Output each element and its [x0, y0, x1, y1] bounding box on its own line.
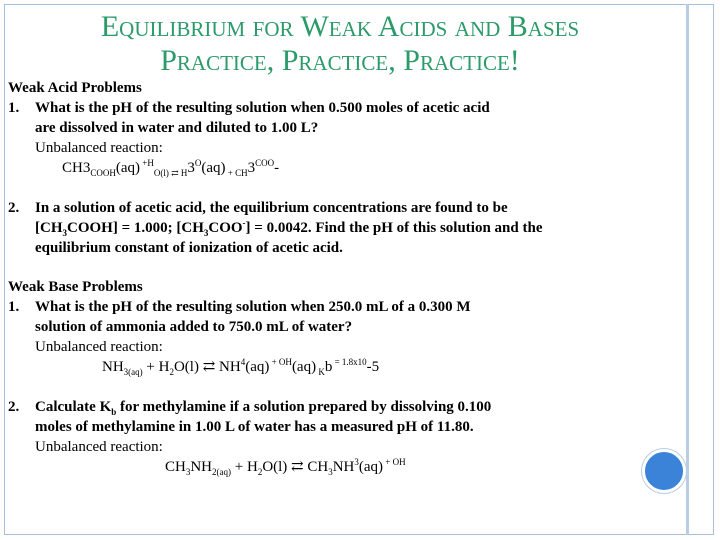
base-problem-1-line-2: solution of ammonia added to 750.0 mL of water? — [35, 319, 353, 335]
acid-problem-2-line-2: $[CH_3COOH] = 1.000$; $[CH_3COO^-] = 0.0042$. Find the pH of this solution and the — [35, 218, 543, 238]
acid-problem-2-line-3: equilibrium constant of ionization of acetic acid. — [35, 240, 343, 256]
decorative-blue-dot — [642, 449, 686, 493]
base-problem-2-number: 2. — [8, 399, 20, 415]
base-problem-2-unbalanced-label: Unbalanced reaction: — [35, 439, 163, 455]
base-problem-1-unbalanced-label: Unbalanced reaction: — [35, 339, 163, 355]
base-problem-1-reaction: $NH_{3(aq)} + H_2O(l)$ ⇄ $NH^4(aq)$ $^{+ OH}$(aq) $_K$b $^{= 1.8x10}$-5 — [102, 357, 380, 377]
acid-problem-1-line-2: are dissolved in water and diluted to 1.00 L? — [35, 120, 319, 136]
base-problem-2-line-2: moles of methylamine in 1.00 L of water has a measured pH of 11.80. — [35, 419, 474, 435]
decorative-right-rule — [686, 4, 689, 535]
acid-problem-1-reaction: $CH3_{COOH}(aq)$ $^{+H}_{O(l) ⇄ H}3^O(aq)$ $_{+ CH}3^{COO}-$ — [62, 158, 280, 178]
slide-title-line-2: Practice, Practice, Practice! — [160, 44, 520, 77]
acid-problem-2-line-1: In a solution of acetic acid, the equilibrium concentrations are found to be — [35, 200, 508, 216]
acid-problem-1-line-1: What is the pH of the resulting solution when 0.500 moles of acetic acid — [35, 100, 490, 116]
base-problem-2-line-1: Calculate $K_b$ for methylamine if a solution prepared by dissolving 0.100 — [35, 399, 492, 417]
weak-acid-heading: Weak Acid Problems — [8, 80, 142, 96]
base-problem-2-reaction: $CH_3NH_{2(aq)} + H_2O(l)$ ⇄ $CH_3NH^3(aq)$ $^{+ OH}$ — [165, 457, 406, 477]
weak-base-heading: Weak Base Problems — [8, 279, 143, 295]
acid-problem-1-unbalanced-label: Unbalanced reaction: — [35, 140, 163, 156]
base-problem-1-line-1: What is the pH of the resulting solution when 250.0 mL of a 0.300 M — [35, 299, 471, 315]
slide-title-line-1: Equilibrium for Weak Acids and Bases — [100, 10, 580, 43]
acid-problem-2-number: 2. — [8, 200, 20, 216]
acid-problem-1-number: 1. — [8, 100, 20, 116]
base-problem-1-number: 1. — [8, 299, 20, 315]
